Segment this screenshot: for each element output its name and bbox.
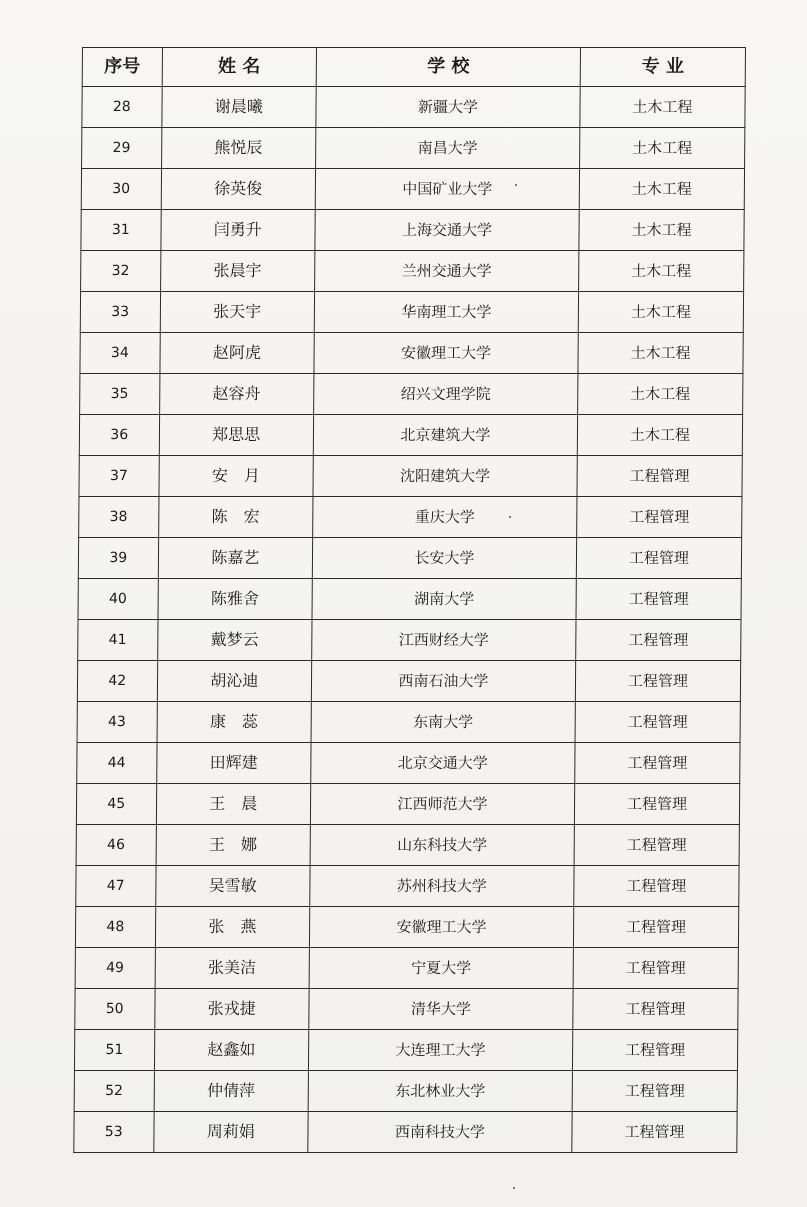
table-row [74,1112,737,1153]
cell-name: 陈雅舍 [158,579,313,620]
cell-school: 宁夏大学 [309,948,573,989]
cell-school: 湖南大学 [312,579,576,620]
cell-name: 戴梦云 [157,620,312,661]
cell-school: 北京交通大学 [311,743,575,784]
cell-seq: 48 [75,907,155,948]
table-row [81,169,744,210]
cell-name: 张美洁 [155,948,310,989]
cell-seq: 29 [82,128,162,169]
roster-sheet [73,47,746,1140]
cell-major: 工程管理 [573,989,738,1030]
cell-seq: 41 [78,620,158,661]
cell-major: 工程管理 [575,702,740,743]
cell-name: 谢晨曦 [161,87,316,128]
cell-name: 吴雪敏 [155,866,310,907]
cell-seq: 34 [80,333,160,374]
cell-name: 张天宇 [160,292,315,333]
table-row [76,866,739,907]
cell-major: 土木工程 [577,415,742,456]
cell-major: 工程管理 [576,538,741,579]
cell-school: 绍兴文理学院 [314,374,578,415]
scan-speck [513,1187,515,1189]
cell-name: 赵鑫如 [154,1030,309,1071]
cell-seq: 36 [79,415,159,456]
cell-school: 安徽理工大学 [309,907,573,948]
cell-seq: 42 [77,661,157,702]
cell-name: 王 晨 [156,784,311,825]
table-row [79,415,742,456]
cell-major: 工程管理 [574,825,739,866]
cell-seq: 43 [77,702,157,743]
cell-major: 工程管理 [576,579,741,620]
table-row [80,292,743,333]
table-row [82,87,745,128]
cell-major: 工程管理 [572,1112,737,1153]
cell-school: 中国矿业大学 [315,169,579,210]
cell-major: 工程管理 [573,907,738,948]
cell-school: 大连理工大学 [308,1030,572,1071]
table-row [75,989,738,1030]
roster-table [73,47,746,1153]
cell-name: 赵容舟 [159,374,314,415]
cell-name: 张晨宇 [160,251,315,292]
cell-seq: 30 [81,169,161,210]
cell-major: 土木工程 [579,169,744,210]
header-seq: 序号 [82,48,162,87]
table-row [77,702,740,743]
cell-school: 兰州交通大学 [315,251,579,292]
cell-major: 工程管理 [572,1030,737,1071]
cell-school: 江西师范大学 [310,784,574,825]
table-row [78,538,741,579]
table-row [76,825,739,866]
table-row [81,210,744,251]
cell-name: 赵阿虎 [159,333,314,374]
cell-major: 工程管理 [574,866,739,907]
table-row [82,128,745,169]
table-row [80,333,743,374]
cell-school: 江西财经大学 [312,620,576,661]
cell-name: 张戎捷 [154,989,309,1030]
cell-name: 康 蕊 [157,702,312,743]
cell-seq: 51 [74,1030,154,1071]
table-row [78,620,741,661]
cell-major: 工程管理 [576,620,741,661]
cell-school: 沈阳建筑大学 [313,456,577,497]
header-major: 专 业 [580,48,745,87]
cell-major: 工程管理 [572,1071,737,1112]
cell-seq: 28 [82,87,162,128]
cell-major: 工程管理 [575,661,740,702]
cell-seq: 53 [74,1112,154,1153]
table-row [79,497,742,538]
cell-major: 工程管理 [573,948,738,989]
cell-seq: 44 [77,743,157,784]
table-row [76,784,739,825]
cell-school: 重庆大学 [313,497,577,538]
cell-name: 陈 宏 [158,497,313,538]
table-row [81,251,744,292]
table-header-row [82,48,745,87]
cell-school: 东北林业大学 [308,1071,572,1112]
cell-seq: 50 [75,989,155,1030]
cell-name: 王 娜 [156,825,311,866]
cell-school: 南昌大学 [316,128,580,169]
cell-name: 周莉娟 [153,1112,308,1153]
cell-seq: 31 [81,210,161,251]
cell-name: 田辉建 [156,743,311,784]
cell-major: 土木工程 [578,374,743,415]
table-row [74,1071,737,1112]
cell-seq: 38 [79,497,159,538]
cell-major: 土木工程 [578,333,743,374]
cell-seq: 47 [76,866,156,907]
cell-name: 闫勇升 [160,210,315,251]
cell-seq: 45 [76,784,156,825]
cell-major: 土木工程 [579,128,744,169]
cell-school: 新疆大学 [316,87,580,128]
cell-school: 安徽理工大学 [314,333,578,374]
cell-school: 上海交通大学 [315,210,579,251]
cell-name: 徐英俊 [161,169,316,210]
cell-name: 仲倩萍 [154,1071,309,1112]
cell-major: 土木工程 [579,210,744,251]
table-row [75,948,738,989]
table-body [74,87,745,1153]
cell-name: 安 月 [159,456,314,497]
cell-seq: 32 [81,251,161,292]
cell-seq: 52 [74,1071,154,1112]
table-row [78,579,741,620]
cell-major: 土木工程 [578,292,743,333]
table-row [77,743,740,784]
scan-speck [509,516,511,518]
table-row [75,907,738,948]
table-row [79,456,742,497]
cell-seq: 49 [75,948,155,989]
cell-seq: 33 [80,292,160,333]
cell-school: 山东科技大学 [310,825,574,866]
table-row [80,374,743,415]
table-row [74,1030,737,1071]
cell-seq: 37 [79,456,159,497]
cell-major: 工程管理 [574,784,739,825]
cell-name: 陈嘉艺 [158,538,313,579]
cell-school: 西南石油大学 [311,661,575,702]
cell-major: 工程管理 [577,497,742,538]
cell-seq: 40 [78,579,158,620]
cell-seq: 46 [76,825,156,866]
cell-name: 熊悦辰 [161,128,316,169]
cell-seq: 35 [80,374,160,415]
table-row [77,661,740,702]
cell-name: 郑思思 [159,415,314,456]
header-school: 学 校 [316,48,580,87]
cell-school: 长安大学 [312,538,576,579]
header-name: 姓 名 [162,48,317,87]
cell-seq: 39 [78,538,158,579]
cell-name: 张 燕 [155,907,310,948]
cell-major: 土木工程 [580,87,745,128]
cell-major: 工程管理 [575,743,740,784]
cell-school: 苏州科技大学 [310,866,574,907]
cell-school: 清华大学 [309,989,573,1030]
cell-major: 工程管理 [577,456,742,497]
cell-major: 土木工程 [578,251,743,292]
scan-speck [515,184,517,186]
cell-name: 胡沁迪 [157,661,312,702]
cell-school: 西南科技大学 [308,1112,572,1153]
cell-school: 北京建筑大学 [313,415,577,456]
cell-school: 东南大学 [311,702,575,743]
cell-school: 华南理工大学 [314,292,578,333]
